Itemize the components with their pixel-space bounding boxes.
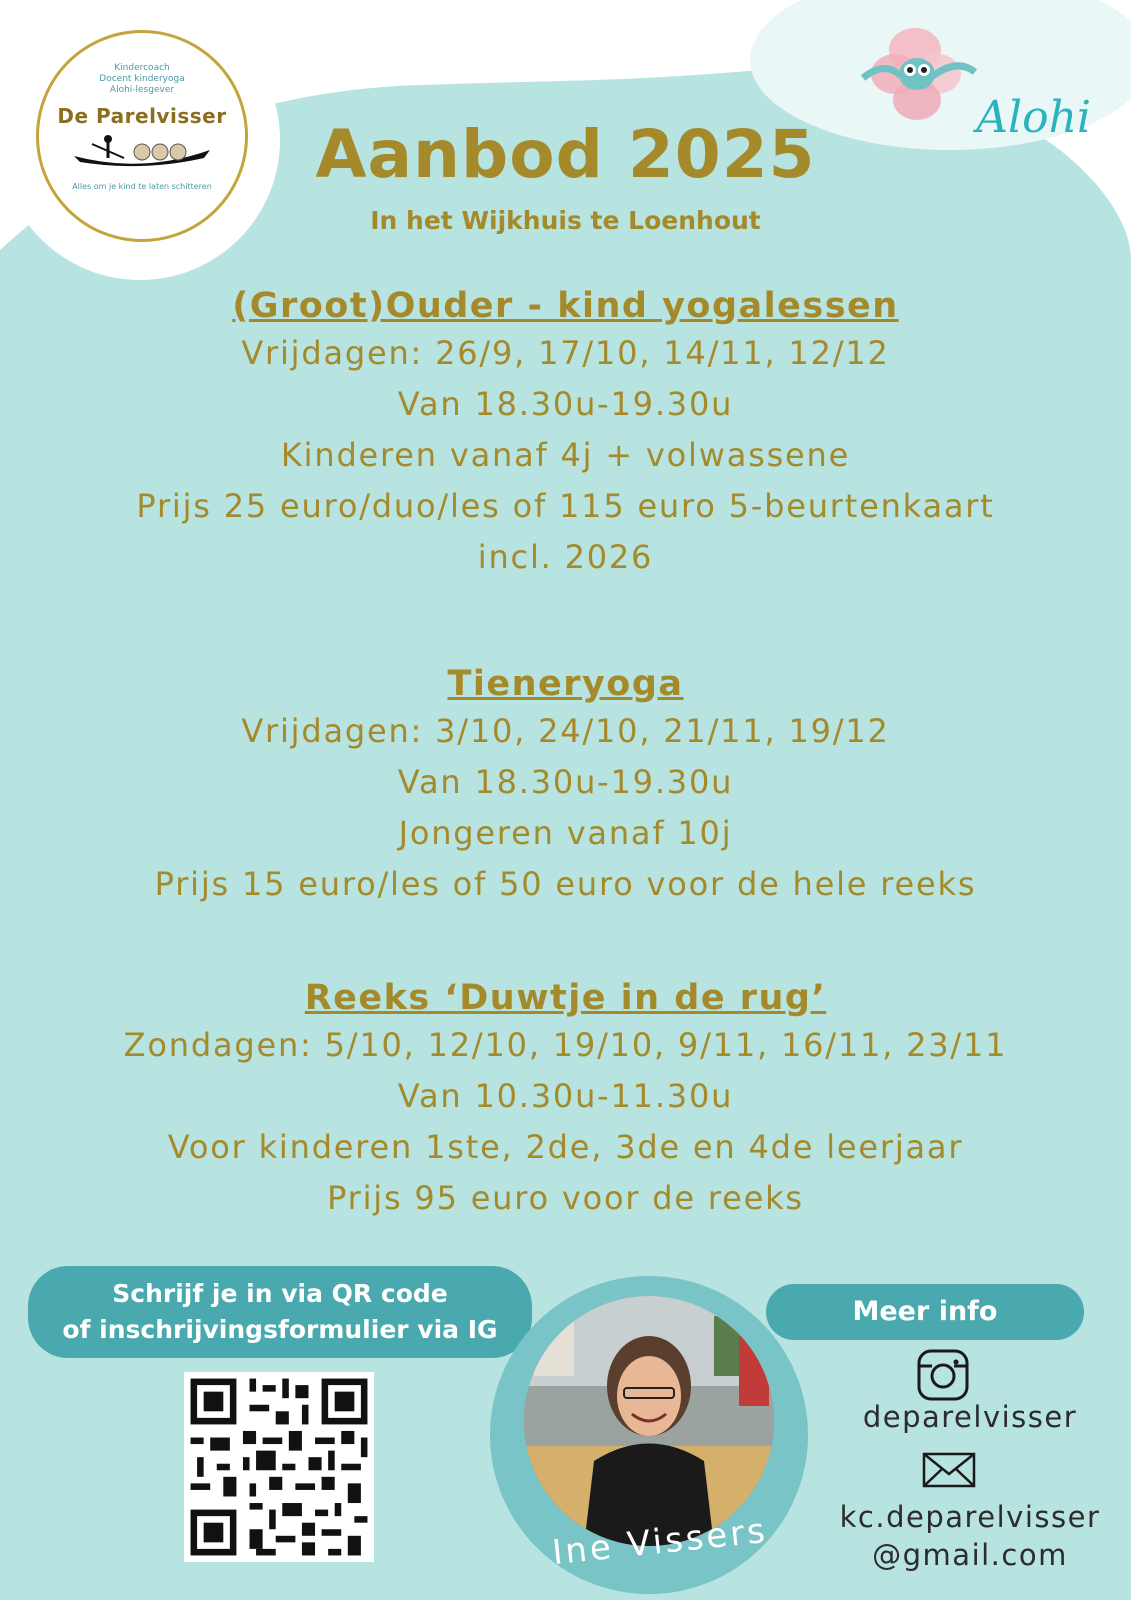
section-tieneryoga bbox=[0, 662, 1131, 910]
logo-role-2: Docent kinderyoga bbox=[99, 74, 185, 84]
profile-photo bbox=[524, 1296, 774, 1546]
section-title: Tieneryoga bbox=[447, 664, 684, 704]
section-line: Zondagen: 5/10, 12/10, 19/10, 9/11, 16/11, 23/11 bbox=[123, 1026, 1008, 1064]
portrait-image bbox=[524, 1296, 774, 1546]
section-line: incl. 2026 bbox=[477, 538, 654, 576]
logo-role-3: Alohi-lesgever bbox=[109, 85, 175, 95]
email-domain[interactable]: @gmail.com bbox=[872, 1538, 1068, 1572]
section-parent-child-yoga bbox=[0, 284, 1131, 583]
logo-name: De Parelvisser bbox=[57, 104, 227, 128]
section-title: Reeks ‘Duwtje in de rug’ bbox=[304, 978, 827, 1018]
section-line: Prijs 95 euro voor de reeks bbox=[327, 1179, 804, 1217]
photo-caption: Ine Vissers bbox=[550, 1510, 770, 1574]
section-duwtje-in-de-rug bbox=[0, 976, 1131, 1224]
section-line: Van 18.30u-19.30u bbox=[397, 763, 734, 801]
alohi-logo-text: Alohi bbox=[976, 92, 1091, 143]
section-line: Prijs 25 euro/duo/les of 115 euro 5-beurtenkaart bbox=[136, 487, 995, 525]
logo-role-1: Kindercoach bbox=[114, 63, 170, 73]
instagram-handle[interactable]: deparelvisser bbox=[862, 1400, 1078, 1434]
section-line: Jongeren vanaf 10j bbox=[398, 814, 733, 852]
email-user[interactable]: kc.deparelvisser bbox=[839, 1500, 1101, 1534]
section-title: (Groot)Ouder - kind yogalessen bbox=[232, 286, 899, 326]
section-line: Voor kinderen 1ste, 2de, 3de en 4de leerjaar bbox=[167, 1128, 964, 1166]
section-line: Kinderen vanaf 4j + volwassene bbox=[280, 436, 851, 474]
section-line: Vrijdagen: 3/10, 24/10, 21/11, 19/12 bbox=[241, 712, 890, 750]
qr-code[interactable] bbox=[184, 1372, 374, 1562]
signup-line-1: Schrijf je in via QR code bbox=[112, 1279, 448, 1308]
page-title: Aanbod 2025 bbox=[315, 116, 816, 193]
more-info-button[interactable]: Meer info bbox=[766, 1284, 1084, 1340]
section-line: Vrijdagen: 26/9, 17/10, 14/11, 12/12 bbox=[241, 334, 890, 372]
section-line: Prijs 15 euro/les of 50 euro voor de hele reeks bbox=[154, 865, 977, 903]
signup-banner bbox=[28, 1266, 532, 1358]
mail-icon[interactable] bbox=[922, 1452, 976, 1488]
logo-tagline: Alles om je kind te laten schitteren bbox=[72, 182, 212, 191]
section-line: Van 18.30u-19.30u bbox=[397, 385, 734, 423]
instagram-icon[interactable] bbox=[916, 1348, 970, 1402]
section-line: Van 10.30u-11.30u bbox=[397, 1077, 734, 1115]
signup-line-2: of inschrijvingsformulier via IG bbox=[62, 1315, 498, 1344]
page-subtitle: In het Wijkhuis te Loenhout bbox=[370, 206, 761, 235]
